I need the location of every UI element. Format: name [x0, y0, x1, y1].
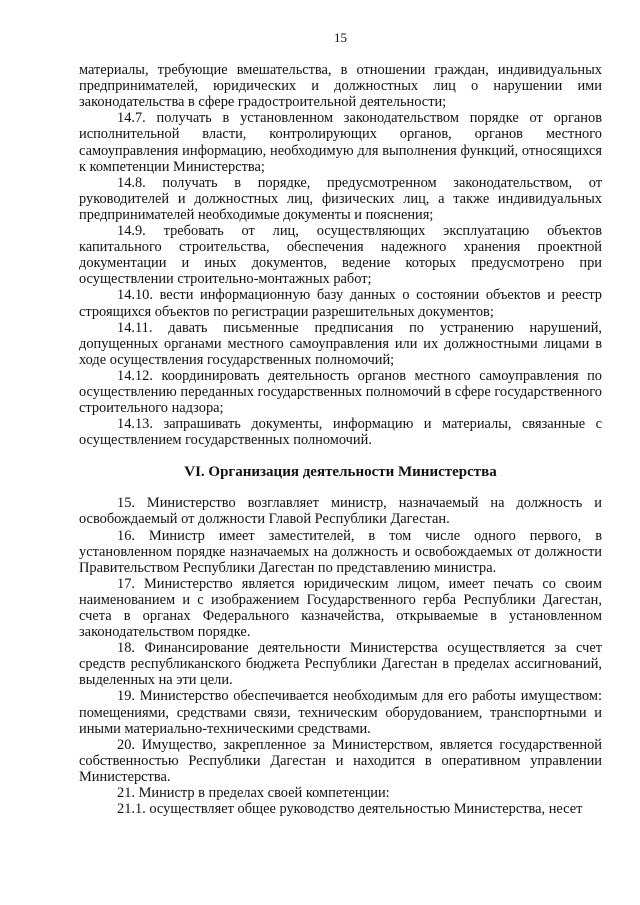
- paragraph-14-10: 14.10. вести информационную базу данных о состоянии объектов и реестр строящихся объектов по регистрации разрешительных документов;: [79, 287, 602, 320]
- paragraph-continuation: материалы, требующие вмешательства, в отношении граждан, индивидуальных предпринимателей, юридических и должностных лиц о нарушении ими законодательства в сфере градостроительной деятельности;: [79, 62, 602, 111]
- paragraph-15: 15. Министерство возглавляет министр, назначаемый на должность и освобождаемый от должности Главой Республики Дагестан.: [79, 495, 602, 528]
- section-heading: VI. Организация деятельности Министерства: [184, 464, 497, 481]
- paragraph-21-1: 21.1. осуществляет общее руководство деятельностью Министерства, несет: [117, 801, 583, 818]
- paragraph-14-12: 14.12. координировать деятельность органов местного самоуправления по осуществлению переданных государственных полномочий в сфере государственного строительного надзора;: [79, 367, 602, 417]
- paragraph-14-11: 14.11. давать письменные предписания по устранению нарушений, допущенных органами местного самоуправления или их должностными лицами в ходе осуществления государственных полномочий;: [79, 319, 602, 368]
- paragraph-14-13: 14.13. запрашивать документы, информацию и материалы, связанные с осуществлением государственных полномочий.: [79, 416, 602, 449]
- paragraph-14-7: 14.7. получать в установленном законодательством порядке от органов исполнительной власти, контролирующих органов, органов местного самоуправления информацию, необходимую для выполнения функций, относящихся к компетенции Министерства;: [79, 110, 602, 175]
- paragraph-16: 16. Министр имеет заместителей, в том числе одного первого, в установленном порядке назначаемых на должность и освобождаемых от должности Правительством Республики Дагестан по представлению министра.: [79, 527, 602, 576]
- paragraph-17: 17. Министерство является юридическим лицом, имеет печать со своим наименованием и с изображением Государственного герба Республики Дагестан, счета в органах Федерального казначейства, открываемые в установленном законодательством порядке.: [79, 575, 602, 641]
- page-number: 15: [334, 30, 347, 45]
- paragraph-18: 18. Финансирование деятельности Министерства осуществляется за счет средств республиканского бюджета Республики Дагестан в пределах ассигнований, выделенных на эти цели.: [79, 640, 602, 689]
- paragraph-20: 20. Имущество, закрепленное за Министерством, является государственной собственностью Республики Дагестан и находится в оперативном управлении Министерства.: [79, 736, 602, 785]
- paragraph-19: 19. Министерство обеспечивается необходимым для его работы имуществом: помещениями, средствами связи, техническим оборудованием, транспортными и иными материально-техническими средствами.: [79, 688, 602, 737]
- paragraph-14-9: 14.9. требовать от лиц, осуществляющих эксплуатацию объектов капитального строительства, обеспечения надежного хранения проектной документации и иных документов, ведение которых предусмотрено при осуществлении строительно-монтажных работ;: [79, 223, 602, 288]
- paragraph-21: 21. Министр в пределах своей компетенции:: [117, 785, 390, 802]
- paragraph-14-8: 14.8. получать в порядке, предусмотренном законодательством, от руководителей и должностных лиц, физических лиц, а также индивидуальных предпринимателей необходимые документы и пояснения;: [79, 174, 602, 223]
